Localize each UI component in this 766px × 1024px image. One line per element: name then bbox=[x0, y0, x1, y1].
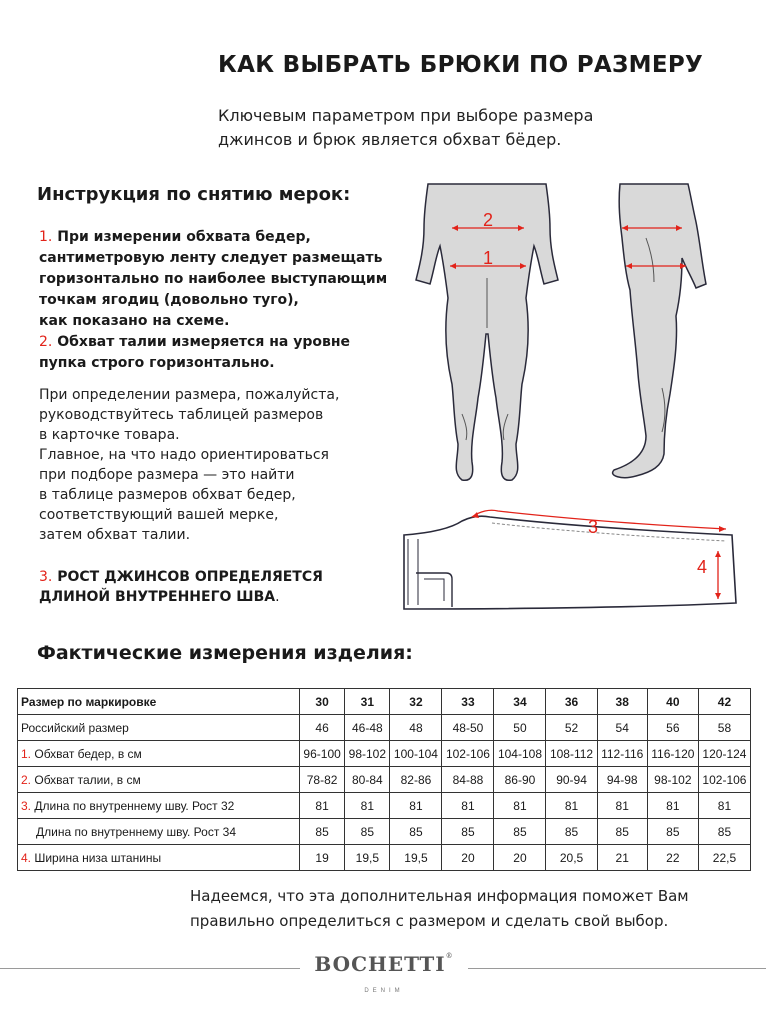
row-label: Обхват талии, в см bbox=[34, 772, 141, 787]
closing-text bbox=[190, 884, 750, 934]
table-cell: 20 bbox=[442, 845, 494, 871]
step-line: точкам ягодиц (довольно туго), bbox=[39, 292, 299, 308]
table-row bbox=[18, 741, 751, 767]
label-1: 1 bbox=[482, 248, 494, 268]
table-cell: 98-102 bbox=[345, 741, 390, 767]
size-header-cell: 38 bbox=[597, 689, 647, 715]
row-label-cell bbox=[18, 715, 300, 741]
size-advice bbox=[39, 385, 399, 545]
step-line: При измерении обхвата бедер, bbox=[57, 229, 311, 245]
table-cell: 85 bbox=[442, 819, 494, 845]
row-label-cell bbox=[18, 845, 300, 871]
step-line: РОСТ ДЖИНСОВ ОПРЕДЕЛЯЕТСЯ bbox=[57, 569, 323, 585]
step-line: как показано на схеме. bbox=[39, 313, 230, 329]
table-cell: 112-116 bbox=[597, 741, 647, 767]
header-label-cell: Размер по маркировке bbox=[18, 689, 300, 715]
table-cell: 100-104 bbox=[390, 741, 442, 767]
step-line: горизонтально по наиболее выступающим bbox=[39, 271, 388, 287]
intro-text bbox=[218, 104, 658, 152]
brand-name: BOCHETTI bbox=[314, 952, 446, 976]
table-cell: 81 bbox=[698, 793, 750, 819]
table-cell: 81 bbox=[345, 793, 390, 819]
table-cell: 22,5 bbox=[698, 845, 750, 871]
table-cell: 52 bbox=[546, 715, 597, 741]
intro-line: Ключевым параметром при выборе размера bbox=[218, 106, 594, 125]
table-cell: 81 bbox=[597, 793, 647, 819]
table-cell: 46-48 bbox=[345, 715, 390, 741]
table-cell: 58 bbox=[698, 715, 750, 741]
advice-line: Главное, на что надо ориентироваться bbox=[39, 447, 329, 463]
table-cell: 85 bbox=[698, 819, 750, 845]
table-cell: 19,5 bbox=[345, 845, 390, 871]
row-label: Длина по внутреннему шву. Рост 34 bbox=[36, 824, 236, 839]
brand-registered-mark: ® bbox=[445, 952, 454, 960]
size-header-cell: 34 bbox=[494, 689, 546, 715]
step-3 bbox=[39, 567, 409, 607]
table-cell: 85 bbox=[345, 819, 390, 845]
table-cell: 20 bbox=[494, 845, 546, 871]
row-number: 1. bbox=[21, 746, 32, 761]
row-number: 2. bbox=[21, 772, 32, 787]
row-label-cell bbox=[18, 767, 300, 793]
size-header-cell: 40 bbox=[647, 689, 698, 715]
table-cell: 19 bbox=[300, 845, 345, 871]
table-cell: 98-102 bbox=[647, 767, 698, 793]
jeans-diagram bbox=[400, 505, 750, 615]
table-cell: 120-124 bbox=[698, 741, 750, 767]
label-4: 4 bbox=[696, 557, 708, 577]
table-cell: 90-94 bbox=[546, 767, 597, 793]
size-header-cell: 33 bbox=[442, 689, 494, 715]
size-header-cell: 31 bbox=[345, 689, 390, 715]
table-cell: 85 bbox=[390, 819, 442, 845]
table-row bbox=[18, 715, 751, 741]
advice-line: затем обхват талии. bbox=[39, 527, 191, 543]
table-cell: 85 bbox=[300, 819, 345, 845]
measurements-heading: Фактические измерения изделия: bbox=[37, 642, 413, 664]
row-number: 3. bbox=[21, 798, 32, 813]
table-cell: 81 bbox=[494, 793, 546, 819]
table-row bbox=[18, 767, 751, 793]
closing-line: Надеемся, что эта дополнительная информация поможет Вам bbox=[190, 887, 689, 905]
step-number: 1. bbox=[39, 229, 53, 245]
advice-line: при подборе размера — это найти bbox=[39, 467, 295, 483]
table-cell: 81 bbox=[546, 793, 597, 819]
table-cell: 80-84 bbox=[345, 767, 390, 793]
body-measurement-figures bbox=[400, 178, 740, 490]
step-line: ДЛИНОЙ ВНУТРЕННЕГО ШВА bbox=[39, 589, 276, 605]
row-label: Обхват бедер, в см bbox=[34, 746, 142, 761]
row-label-cell bbox=[18, 793, 300, 819]
instructions-heading: Инструкция по снятию мерок: bbox=[37, 184, 351, 205]
table-cell: 50 bbox=[494, 715, 546, 741]
table-cell: 85 bbox=[647, 819, 698, 845]
table-cell: 48 bbox=[390, 715, 442, 741]
table-cell: 116-120 bbox=[647, 741, 698, 767]
size-header-cell: 30 bbox=[300, 689, 345, 715]
row-number: 4. bbox=[21, 850, 32, 865]
step-line: Обхват талии измеряется на уровне bbox=[57, 334, 350, 350]
step-number: 2. bbox=[39, 334, 53, 350]
advice-line: соответствующий вашей мерке, bbox=[39, 507, 279, 523]
row-label: Ширина низа штанины bbox=[34, 850, 162, 865]
step-number: 3. bbox=[39, 569, 53, 585]
table-cell: 108-112 bbox=[546, 741, 597, 767]
intro-line: джинсов и брюк является обхват бёдер. bbox=[218, 130, 562, 149]
table-cell: 85 bbox=[494, 819, 546, 845]
table-cell: 85 bbox=[546, 819, 597, 845]
table-cell: 102-106 bbox=[442, 741, 494, 767]
advice-line: в карточке товара. bbox=[39, 427, 180, 443]
table-cell: 85 bbox=[597, 819, 647, 845]
table-cell: 46 bbox=[300, 715, 345, 741]
size-header-cell: 32 bbox=[390, 689, 442, 715]
row-label-cell bbox=[18, 819, 300, 845]
table-cell: 19,5 bbox=[390, 845, 442, 871]
row-label: Российский размер bbox=[21, 720, 129, 735]
step-line: сантиметровую ленту следует размещать bbox=[39, 250, 383, 266]
table-cell: 81 bbox=[300, 793, 345, 819]
step-line-end: . bbox=[275, 589, 280, 605]
row-label-cell bbox=[18, 741, 300, 767]
table-cell: 82-86 bbox=[390, 767, 442, 793]
table-cell: 20,5 bbox=[546, 845, 597, 871]
table-cell: 84-88 bbox=[442, 767, 494, 793]
table-cell: 104-108 bbox=[494, 741, 546, 767]
table-cell: 96-100 bbox=[300, 741, 345, 767]
brand-subtitle: DENIM bbox=[364, 988, 404, 994]
table-cell: 86-90 bbox=[494, 767, 546, 793]
table-cell: 81 bbox=[390, 793, 442, 819]
table-row bbox=[18, 793, 751, 819]
size-header-cell: 42 bbox=[698, 689, 750, 715]
label-2: 2 bbox=[482, 210, 494, 230]
advice-line: в таблице размеров обхват бедер, bbox=[39, 487, 296, 503]
brand-logo bbox=[310, 952, 458, 976]
table-cell: 48-50 bbox=[442, 715, 494, 741]
footer-divider-right bbox=[468, 968, 766, 969]
table-row bbox=[18, 819, 751, 845]
step-2 bbox=[39, 332, 409, 374]
table-cell: 81 bbox=[647, 793, 698, 819]
table-cell: 102-106 bbox=[698, 767, 750, 793]
table-cell: 54 bbox=[597, 715, 647, 741]
table-cell: 81 bbox=[442, 793, 494, 819]
size-table bbox=[17, 688, 751, 871]
table-cell: 22 bbox=[647, 845, 698, 871]
footer-divider-left bbox=[0, 968, 300, 969]
page-title: КАК ВЫБРАТЬ БРЮКИ ПО РАЗМЕРУ bbox=[218, 52, 704, 78]
advice-line: руководствуйтесь таблицей размеров bbox=[39, 407, 324, 423]
table-row bbox=[18, 845, 751, 871]
table-header-row bbox=[18, 689, 751, 715]
advice-line: При определении размера, пожалуйста, bbox=[39, 387, 340, 403]
step-line: пупка строго горизонтально. bbox=[39, 355, 275, 371]
table-cell: 94-98 bbox=[597, 767, 647, 793]
table-cell: 78-82 bbox=[300, 767, 345, 793]
jeans-leg-outline bbox=[404, 516, 736, 609]
table-cell: 56 bbox=[647, 715, 698, 741]
step-1 bbox=[39, 227, 409, 332]
closing-line: правильно определиться с размером и сделать свой выбор. bbox=[190, 912, 669, 930]
label-3: 3 bbox=[587, 517, 599, 537]
size-header-cell: 36 bbox=[546, 689, 597, 715]
row-label: Длина по внутреннему шву. Рост 32 bbox=[34, 798, 235, 813]
table-cell: 21 bbox=[597, 845, 647, 871]
